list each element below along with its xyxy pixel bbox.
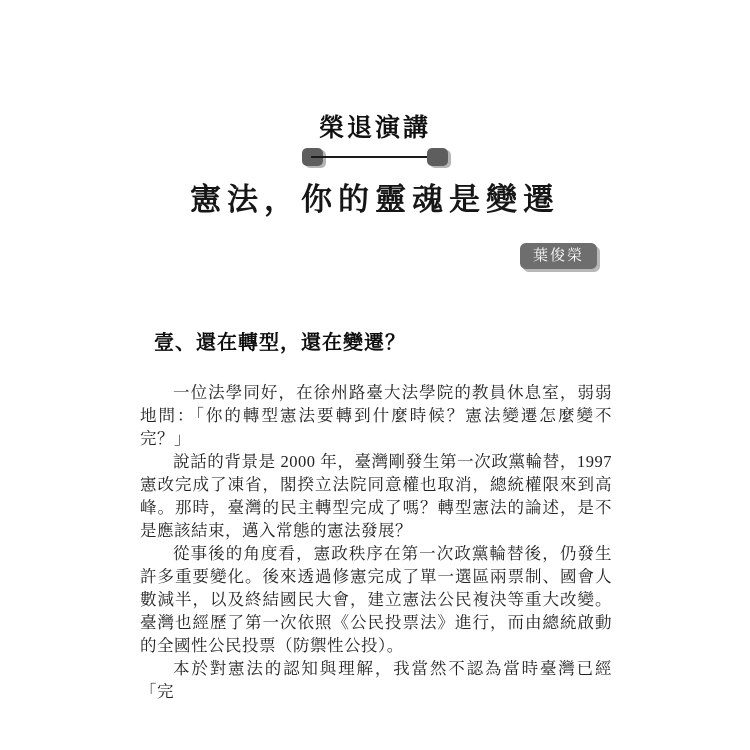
paragraph-2: 說話的背景是 2000 年，臺灣剛發生第一次政黨輪替，1997憲改完成了凍省，閣揆立法院同意權也取消，總統權限來到高峰。那時，臺灣的民主轉型完成了嗎？轉型憲法的論述，是不是應該結束，邁入常態的憲法發展？ (140, 452, 612, 540)
paragraph-3: 從事後的角度看，憲政秩序在第一次政黨輪替後，仍發生許多重要變化。後來透過修憲完成了單一選區兩票制、國會人數減半，以及終結國民大會，建立憲法公民複決等重大改變。臺灣也經歷了第一次依照《公民投票法》進行，而由總統啟動的全國性公民投票（防禦性公投）。 (140, 544, 612, 655)
paragraph-1: 一位法學同好，在徐州路臺大法學院的教員休息室，弱弱地問：「你的轉型憲法要轉到什麼時候？憲法變遷怎麼變不完？」 (140, 383, 612, 448)
section-heading: 壹、還在轉型，還在變遷？ (154, 332, 406, 354)
paragraph-4: 本於對憲法的認知與理解，我當然不認為當時臺灣已經「完 (140, 659, 612, 701)
category-label: 榮退演講 (318, 115, 431, 142)
page-title: 憲法，你的靈魂是變遷 (190, 182, 560, 218)
author-row (0, 243, 750, 270)
rule-square-right-icon (427, 148, 448, 166)
author-badge: 葉俊榮 (520, 243, 597, 269)
decorative-rule (302, 147, 448, 167)
body-text (140, 381, 612, 703)
rule-line (311, 156, 439, 158)
category-header (275, 114, 475, 167)
